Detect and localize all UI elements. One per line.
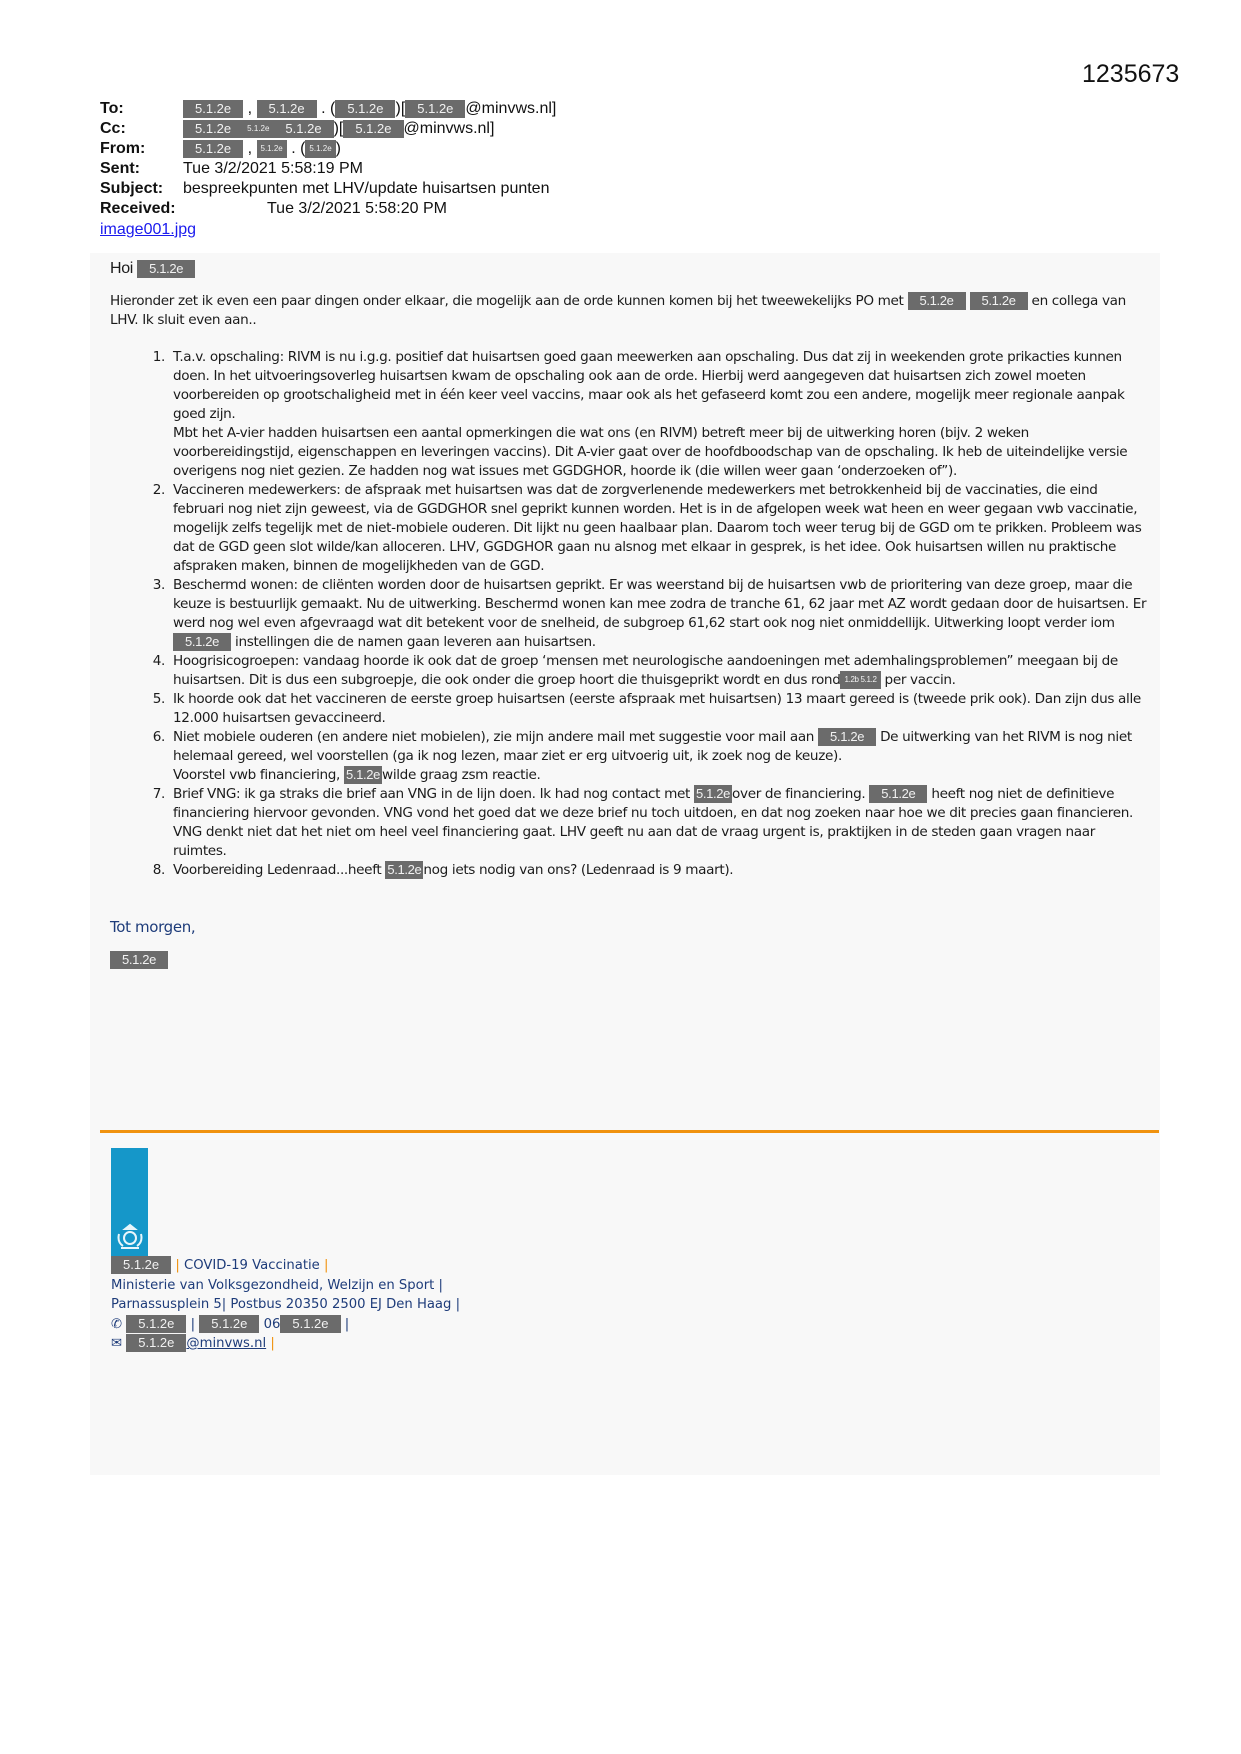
redaction-box: 1.2b 5.1.2 bbox=[840, 671, 880, 689]
sent-value: Tue 3/2/2021 5:58:19 PM bbox=[183, 160, 363, 177]
redaction-box: 5.1.2e bbox=[280, 1315, 340, 1333]
text-segment: en collega van LHV. Ik sluit even aan.. bbox=[110, 293, 1126, 328]
signature-address bbox=[111, 1295, 460, 1315]
redaction-box: 5.1.2e bbox=[696, 786, 731, 801]
received-label: Received: bbox=[100, 200, 176, 217]
signature-divider bbox=[100, 1130, 1159, 1133]
redaction-box: 5.1.2e bbox=[818, 728, 876, 746]
list-item bbox=[169, 348, 1150, 481]
redaction-box: 5.1.2e bbox=[199, 1315, 259, 1333]
email-header bbox=[100, 99, 556, 219]
redaction-box: 5.1.2e bbox=[970, 292, 1028, 310]
redaction-box: 5.1.2e bbox=[869, 785, 927, 803]
redaction-box: 5.1.2e bbox=[126, 1315, 186, 1333]
separator: | bbox=[266, 1336, 275, 1351]
redaction-box: 5.1.2e bbox=[173, 633, 231, 651]
redaction-box: 5.1.2e bbox=[183, 100, 243, 118]
sent-label: Sent: bbox=[100, 160, 140, 177]
rijksoverheid-logo bbox=[111, 1148, 148, 1260]
text-segment: Brief VNG: ik ga straks die brief aan VNG in de lijn doen. Ik had nog contact met bbox=[173, 786, 694, 802]
subject-label: Subject: bbox=[100, 180, 164, 197]
text-segment: @minvws.nl] bbox=[403, 120, 495, 137]
text-segment: ✉ bbox=[111, 1336, 127, 1351]
text-segment: Vaccineren medewerkers: de afspraak met huisartsen was dat de zorgverlenende medewerkers met betrokkenheid bij de vaccinaties, die eind februari nog niet zijn geweest, via de GGDGHOR snel geprikt kunnen worden. Het is in de afgelopen week wat heen en weer gegaan vwb vaccinatie, mogelijk zelfs tegelijk met de niet-mobiele ouderen. Dit lijkt nu geen haalbaar plan. Daarom toch weer terug bij de GGD om te prikken. Probleem was dat de GGD geen slot wilde/kan alloceren. LHV, GGDGHOR gaan nu alsnog met elkaar in gesprek, is het idee. Ook huisartsen willen nu praktische afspraken maken, binnen de mogelijkheden van de GGD. bbox=[173, 482, 1142, 574]
redaction-box: 5.1.2e bbox=[183, 120, 243, 138]
text-segment: Voorbereiding Ledenraad...heeft bbox=[173, 862, 386, 878]
email-signature bbox=[111, 1256, 460, 1354]
from-row bbox=[100, 139, 556, 159]
list-item bbox=[169, 861, 1150, 880]
to-row bbox=[100, 99, 556, 119]
email-link[interactable]: @minvws.nl bbox=[186, 1336, 267, 1351]
text-segment: nog iets nodig van ons? (Ledenraad is 9 maart). bbox=[423, 862, 734, 878]
list-item bbox=[169, 690, 1150, 728]
list-item bbox=[169, 728, 1150, 785]
sent-row bbox=[100, 159, 556, 179]
redaction-box: 5.1.2e bbox=[335, 100, 395, 118]
text-segment: ) bbox=[335, 140, 341, 157]
greeting bbox=[110, 259, 1150, 278]
to-label: To: bbox=[100, 100, 124, 117]
text-segment: per vaccin. bbox=[880, 672, 956, 688]
redaction-box: 5.1.2e bbox=[343, 120, 403, 138]
message-body bbox=[110, 258, 1150, 970]
text-segment: ✆ bbox=[111, 1316, 127, 1332]
text-segment: Mbt het A-vier hadden huisartsen een aantal opmerkingen die wat ons (en RIVM) betreft meer bij de uitwerking horen (bijv. 2 weken voorbereidingstijd, eigenschappen en leveringen vaccins). Dit A-vier gaat over de hoofdboodschap van de opschaling. Ik heb de uiteindelijke versie overigens nog niet gezien. Ze hadden nog wat issues met GGDGHOR, hoorde ik (die willen weer gaan ‘onderzoeken of”). bbox=[173, 425, 1128, 479]
from-label: From: bbox=[100, 140, 146, 157]
text-segment: Hoogrisicogroepen: vandaag hoorde ik ook dat de groep ‘mensen met neurologische aandoeningen met ademhalingsproblemen” meegaan bij de huisartsen. Dit is dus een subgroepje, die ook onder die groep hoort die thuisgeprikt wordt en dus rond bbox=[173, 653, 1118, 688]
text-segment: | bbox=[186, 1316, 200, 1332]
subject-value: bespreekpunten met LHV/update huisartsen punten bbox=[183, 180, 550, 197]
text-segment: | bbox=[340, 1316, 350, 1332]
attachment-link[interactable]: image001.jpg bbox=[100, 221, 197, 238]
text-segment: )[ bbox=[333, 120, 344, 137]
text-segment: Beschermd wonen: de cliënten worden door de huisartsen geprikt. Er was weerstand bij de huisartsen vwb de prioritering van deze groep, maar die keuze is bestuurlijk gemaakt. Nu de uitwerking. Beschermd wonen kan mee zodra de tranche 61, 62 jaar met AZ wordt gedaan door de huisartsen. Er werd nog wel even afgevraagd wat dit betekent voor de snelheid, de subgroep 61,62 start ook nog niet onmiddellijk. Uitwerking loopt verder iom bbox=[173, 577, 1147, 631]
from-value bbox=[183, 139, 341, 159]
text-segment: COVID-19 Vaccinatie bbox=[183, 1258, 320, 1273]
text-segment: Ik hoorde ook dat het vaccineren de eerste groep huisartsen (eerste afspraak met huisartsen) 13 maart gereed is (tweede prik ook). Dan zijn dus alle 12.000 huisartsen gevaccineerd. bbox=[173, 691, 1141, 726]
cc-row bbox=[100, 119, 556, 139]
closing-name bbox=[110, 951, 1150, 970]
redaction-box: 5.1.2e bbox=[346, 767, 381, 782]
to-value bbox=[183, 99, 556, 119]
text-segment: Ministerie van Volksgezondheid, Welzijn en Sport | bbox=[111, 1277, 443, 1293]
signature-ministry bbox=[111, 1276, 460, 1296]
signature-phone bbox=[111, 1315, 460, 1335]
text-segment: )[ bbox=[395, 100, 406, 117]
received-row bbox=[100, 199, 556, 219]
text-segment: . ( bbox=[316, 100, 336, 117]
redaction-box: 5.1.2e bbox=[257, 100, 317, 118]
text-segment: over de financiering. bbox=[732, 786, 870, 802]
redaction-box: 5.1.2e bbox=[126, 1334, 186, 1352]
list-item bbox=[169, 652, 1150, 690]
text-segment: Niet mobiele ouderen (en andere niet mobielen), zie mijn andere mail met suggestie voor mail aan bbox=[173, 729, 819, 745]
text-segment: Voorstel vwb financiering, bbox=[173, 767, 344, 783]
list-item bbox=[169, 785, 1150, 861]
separator: | bbox=[171, 1258, 184, 1273]
separator: | bbox=[319, 1258, 329, 1273]
list-item bbox=[169, 576, 1150, 652]
text-segment: , bbox=[243, 100, 257, 117]
redaction-box: 5.1.2e bbox=[243, 120, 273, 138]
redaction-box: 5.1.2e bbox=[183, 140, 243, 158]
redaction-box: 5.1.2e bbox=[908, 292, 966, 310]
redaction-box: 5.1.2e bbox=[305, 140, 335, 158]
text-segment: Hieronder zet ik even een paar dingen onder elkaar, die mogelijk aan de orde kunnen komen bij het tweewekelijks PO met bbox=[110, 293, 908, 309]
list-item bbox=[169, 481, 1150, 576]
coat-of-arms-icon bbox=[115, 1222, 145, 1252]
document-id: 1235673 bbox=[1082, 60, 1180, 88]
text-segment: T.a.v. opschaling: RIVM is nu i.g.g. positief dat huisartsen goed gaan meewerken aan opschaling. Dus dat zij in weekenden grote prikacties kunnen doen. In het uitvoeringsoverleg huisartsen kwam de opschaling ook aan de orde. Hierbij werd aangegeven dat huisartsen zich zowel moeten voorbereiden op grootschaligheid met in één keer veel vaccins, maar ook als het gefaseerd komt zou een andere, mogelijk meer regionale aanpak goed zijn. bbox=[173, 349, 1125, 422]
text-segment: . ( bbox=[286, 140, 306, 157]
redaction-box: 5.1.2e bbox=[111, 1256, 171, 1274]
text-segment: Hoi bbox=[110, 260, 138, 277]
cc-value bbox=[183, 119, 494, 139]
redaction-box: 5.1.2e bbox=[137, 260, 195, 278]
intro-paragraph bbox=[110, 292, 1150, 330]
redaction-box: 5.1.2e bbox=[405, 100, 465, 118]
subject-row bbox=[100, 179, 556, 199]
signature-name-line bbox=[111, 1256, 460, 1276]
redaction-box: 5.1.2e bbox=[387, 862, 422, 877]
cc-label: Cc: bbox=[100, 120, 126, 137]
redaction-box: 5.1.2e bbox=[273, 120, 333, 138]
text-segment: @minvws.nl] bbox=[465, 100, 557, 117]
text-segment: Parnassusplein 5| Postbus 20350 2500 EJ Den Haag | bbox=[111, 1297, 461, 1312]
text-segment: , bbox=[243, 140, 257, 157]
closing: Tot morgen, bbox=[110, 918, 196, 936]
text-segment: 06 bbox=[259, 1316, 281, 1332]
signature-email bbox=[111, 1334, 460, 1354]
received-value: Tue 3/2/2021 5:58:20 PM bbox=[267, 200, 447, 217]
redaction-box: 5.1.2e bbox=[257, 140, 287, 158]
text-segment: wilde graag zsm reactie. bbox=[382, 767, 541, 783]
discussion-points-list bbox=[110, 348, 1150, 880]
redaction-box: 5.1.2e bbox=[110, 951, 168, 969]
text-segment: instellingen die de namen gaan leveren aan huisartsen. bbox=[231, 634, 596, 650]
text-segment: De uitwerking van het RIVM is nog niet helemaal gereed, wel voorstellen (ga ik nog lezen, maar ziet er erg uitvoerig uit, ik zoek nog de keuze). bbox=[173, 729, 1132, 764]
text-segment: heeft nog niet de definitieve financiering hiervoor gevonden. VNG vond het goed dat we deze brief nu toch uitdoen, en dat nog zoeken naar hoe we dit precies gaan financieren. VNG denkt niet dat het niet om heel veel financiering gaat. LHV geeft nu aan dat de vraag urgent is, praktijken in de steden gaan vragen naar ruimtes. bbox=[173, 786, 1133, 859]
